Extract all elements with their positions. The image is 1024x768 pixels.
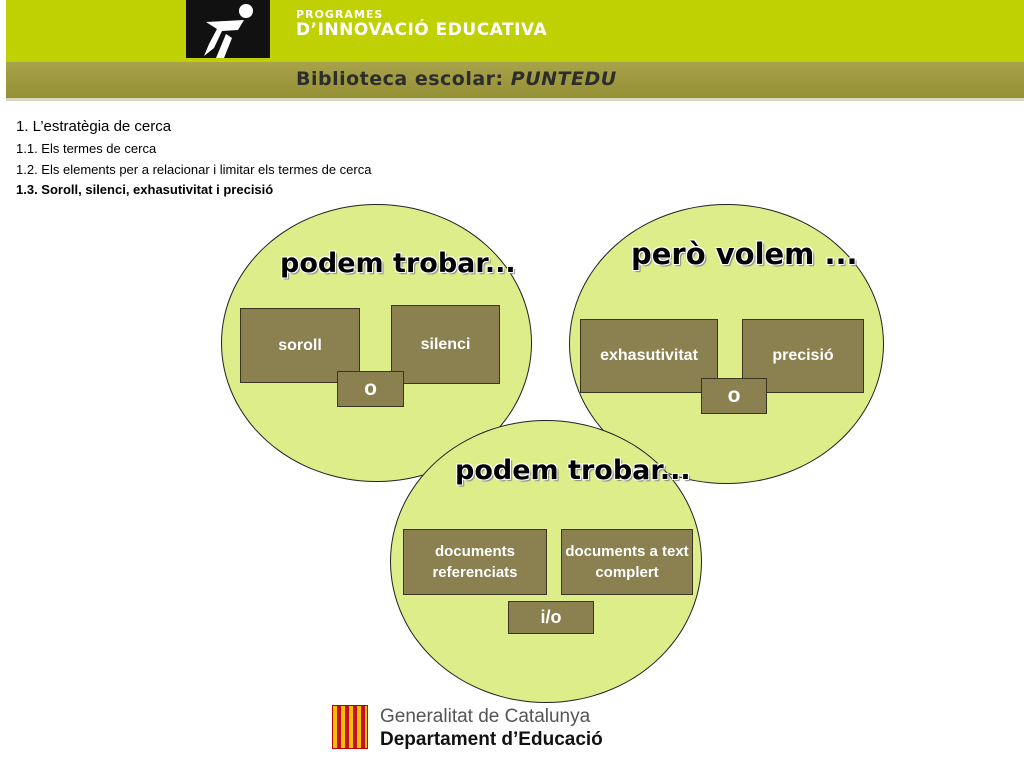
box-silenci: silenci: [391, 305, 500, 384]
outline-heading: 1. L’estratègia de cerca: [16, 118, 172, 135]
right-connector: o: [701, 378, 767, 414]
box-exhasutivitat: exhasutivitat: [580, 319, 718, 393]
footer-department: Departament d’Educació: [380, 729, 603, 750]
footer-institution: Generalitat de Catalunya: [380, 706, 591, 727]
outline-item: 1.1. Els termes de cerca: [16, 141, 157, 156]
box-documents-referenciats: documents referenciats: [403, 529, 547, 595]
bottom-connector: i/o: [508, 601, 594, 634]
title-accent: PUNTEDU: [510, 68, 617, 90]
left-circle-title: podem trobar...: [280, 248, 516, 279]
outline-item-active: 1.3. Soroll, silenci, exhasutivitat i precisió: [16, 182, 274, 197]
generalitat-shield-icon: [332, 705, 368, 749]
title-prefix: Biblioteca escolar:: [296, 68, 504, 90]
box-soroll: soroll: [240, 308, 360, 383]
page-title: [296, 68, 617, 90]
brand-line-2: D’INNOVACIÓ EDUCATIVA: [296, 20, 548, 40]
outline-item: 1.2. Els elements per a relacionar i limitar els termes de cerca: [16, 162, 372, 177]
left-connector: o: [337, 371, 404, 407]
box-precisio: precisió: [742, 319, 864, 393]
runner-icon: [186, 0, 270, 58]
brand-line-1: PROGRAMES: [296, 8, 384, 21]
bottom-circle-title: podem trobar...: [455, 455, 691, 486]
right-circle-title: però volem ...: [631, 237, 858, 271]
box-documents-text-complert: documents a text complert: [561, 529, 693, 595]
runner-logo: [186, 0, 270, 58]
